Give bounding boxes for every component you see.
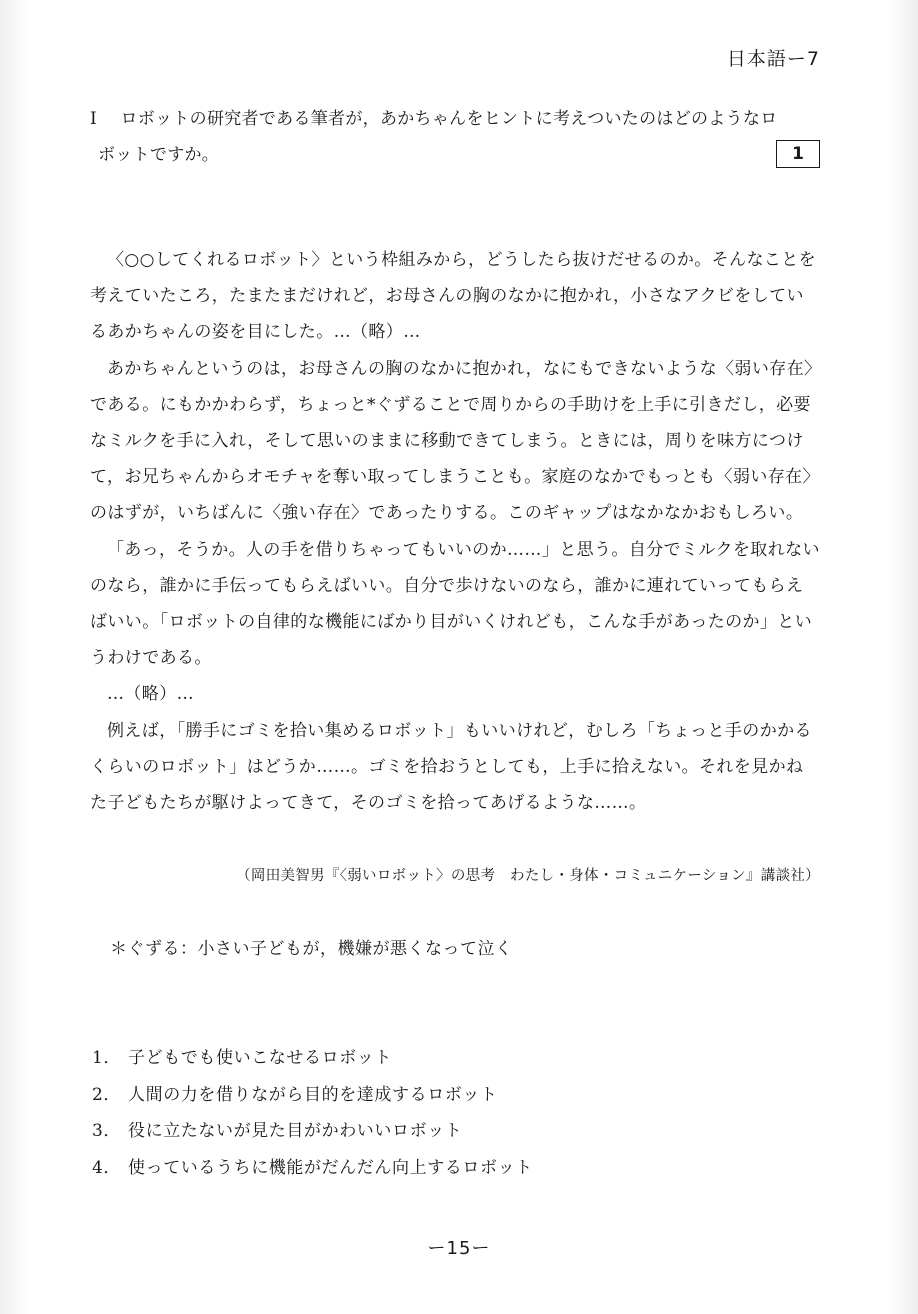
passage-paragraph: 〈○○してくれるロボット〉という枠組みから，どうしたら抜けだせるのか。そんなことを考えていたころ，たまたまだけれど，お母さんの胸のなかに抱かれ，小さなアクビをしているあかちゃんの姿を目にした。…（略）… <box>90 250 817 343</box>
passage-omission: …（略）… <box>107 684 194 705</box>
choice-item <box>92 1040 533 1077</box>
answer-number-box: 1 <box>776 140 820 168</box>
choice-number: 4． <box>92 1157 122 1178</box>
choice-item <box>92 1150 533 1187</box>
choice-text: 子どもでも使いこなせるロボット <box>128 1048 392 1068</box>
vocabulary-footnote: ＊ぐずる：小さい子どもが，機嫌が悪くなって泣く <box>110 939 513 959</box>
page-number: ー15ー <box>427 1238 491 1259</box>
passage-source-citation: （岡田美智男『〈弱いロボット〉の思考 わたし・身体・コミュニケーション』講談社） <box>236 868 820 884</box>
reading-passage <box>90 242 820 821</box>
passage-paragraph: 「あっ，そうか。人の手を借りちゃってもいいのか……」と思う。自分でミルクを取れないのなら，誰かに手伝ってもらえばいい。自分で歩けないのなら，誰かに連れていってもらえばいい。「ロボットの自律的な機能にばかり目がいくけれども，こんな手があったのか」というわけである。 <box>90 539 820 669</box>
passage-paragraph: あかちゃんというのは，お母さんの胸のなかに抱かれ，なにもできないような〈弱い存在〉である。にもかかわらず，ちょっと*ぐずることで周りからの手助けを上手に引きだし，必要なミルクを手に入れ，そして思いのままに移動できてしまう。ときには，周りを味方につけて，お兄ちゃんからオモチャを奪い取ってしまうことも。家庭のなかでもっとも〈弱い存在〉のはずが，いちばんに〈強い存在〉であったりする。このギャップはなかなかおもしろい。 <box>90 358 820 524</box>
choice-number: 1． <box>92 1048 122 1068</box>
question-text-line2: ボットですか。 <box>98 145 220 165</box>
page-header-label: 日本語ー7 <box>726 48 820 70</box>
choice-number: 2． <box>92 1084 122 1105</box>
question-number: I <box>90 109 98 129</box>
page-edge-shadow-right <box>888 0 918 1314</box>
choice-text: 人間の力を借りながら目的を達成するロボット <box>128 1084 498 1105</box>
choice-item <box>92 1077 533 1114</box>
passage-paragraph: 例えば，「勝手にゴミを拾い集めるロボット」もいいけれど，むしろ「ちょっと手のかかるくらいのロボット」はどうか……。ゴミを拾おうとしても，上手に拾えない。それを見かねた子どもたちが駆けよってきて，そのゴミを拾ってあげるような……。 <box>90 720 812 814</box>
page-edge-shadow-left <box>0 0 30 1314</box>
choice-text: 役に立たないが見た目がかわいいロボット <box>128 1121 463 1141</box>
choice-item <box>92 1113 533 1150</box>
choice-text: 使っているうちに機能がだんだん向上するロボット <box>128 1157 533 1178</box>
answer-choices <box>92 1040 533 1186</box>
question-prompt <box>90 101 820 173</box>
choice-number: 3． <box>92 1121 122 1141</box>
question-text-line1: ロボットの研究者である筆者が，あかちゃんをヒントに考えついたのはどのようなロ <box>120 109 778 129</box>
